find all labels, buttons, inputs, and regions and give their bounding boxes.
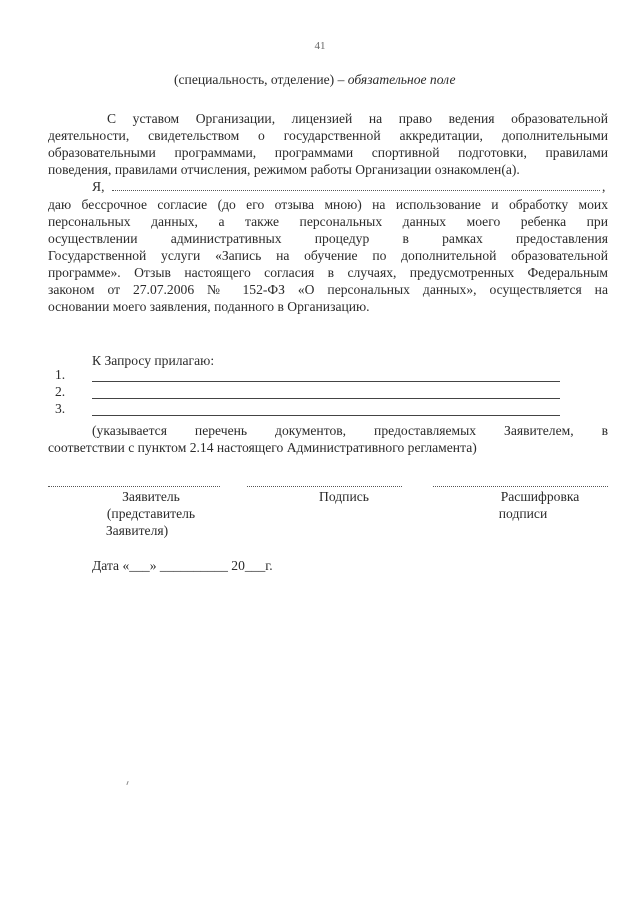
date-day-field[interactable]: ___	[129, 558, 150, 573]
date-prefix: Дата «	[92, 558, 130, 573]
consent-line-1: С уставом Организации, лицензией на право ведения образовательной	[107, 111, 608, 126]
date-suffix: г.	[265, 558, 273, 573]
pd-line-7: основании моего заявления, поданного в Организацию.	[48, 299, 370, 314]
signature-label: Подпись	[319, 489, 369, 504]
attachment-number-1: 1.	[55, 367, 66, 382]
attachment-note-line-1: (указывается перечень документов, предоставляемых Заявителем, в	[92, 423, 608, 438]
date-month-field[interactable]: __________	[159, 558, 228, 573]
pd-line-1: даю бессрочное согласие (до его отзыва мною) на использование и обработку моих	[48, 197, 608, 212]
date-year-field[interactable]: ___	[244, 558, 266, 573]
transcript-signature-line[interactable]	[433, 486, 608, 487]
specialty-label: (специальность, отделение) –	[174, 72, 348, 87]
attachment-number-2: 2.	[55, 384, 66, 399]
applicant-representative-label-2: Заявителя)	[105, 523, 169, 538]
pd-line-4: Государственной услуги «Запись на обучение по дополнительной образовательной	[48, 248, 608, 263]
required-field-note: обязательное поле	[347, 72, 456, 87]
attachment-field-3[interactable]	[92, 415, 560, 416]
pd-line-2: персональных данных, а также персональных данных моего ребенка при	[48, 214, 608, 229]
pd-line-5: программе». Отзыв настоящего согласия в случаях, предусмотренных Федеральным	[48, 265, 608, 280]
ya-label: Я,	[92, 179, 105, 194]
page-number: 41	[314, 40, 326, 52]
ya-comma: ,	[602, 179, 606, 194]
signature-line[interactable]	[247, 486, 402, 487]
consent-line-3: образовательными программами, программами спортивной подготовки, правилами	[48, 145, 608, 160]
specialty-line	[174, 71, 456, 88]
applicant-representative-label: (представитель	[106, 506, 196, 521]
pd-line-6: законом от 27.07.2006 № 152-ФЗ «О персональных данных», осуществляется на	[48, 282, 608, 297]
attachment-number-3: 3.	[55, 401, 66, 416]
applicant-signature-line[interactable]	[48, 486, 220, 487]
attachment-field-1[interactable]	[92, 381, 560, 382]
transcript-label: Расшифровка	[500, 489, 580, 504]
date-line	[92, 557, 273, 574]
attachments-label: К Запросу прилагаю:	[92, 353, 215, 368]
date-mid: »	[149, 558, 157, 573]
scan-speck	[126, 781, 128, 785]
transcript-label-2: подписи	[498, 506, 548, 521]
date-year-prefix: 20	[231, 558, 245, 573]
attachment-field-2[interactable]	[92, 398, 560, 399]
consent-line-2: деятельности, свидетельством о государственной аккредитации, дополнительными	[48, 128, 608, 143]
full-name-field[interactable]	[112, 190, 600, 191]
applicant-label: Заявитель	[122, 489, 180, 504]
attachment-note-line-2: соответствии с пунктом 2.14 настоящего Административного регламента)	[48, 440, 477, 455]
pd-line-3: осуществлении административных процедур в рамках предоставления	[48, 231, 608, 246]
consent-line-4: поведения, правилами отчисления, режимом работы Организации ознакомлен(а).	[48, 162, 520, 177]
